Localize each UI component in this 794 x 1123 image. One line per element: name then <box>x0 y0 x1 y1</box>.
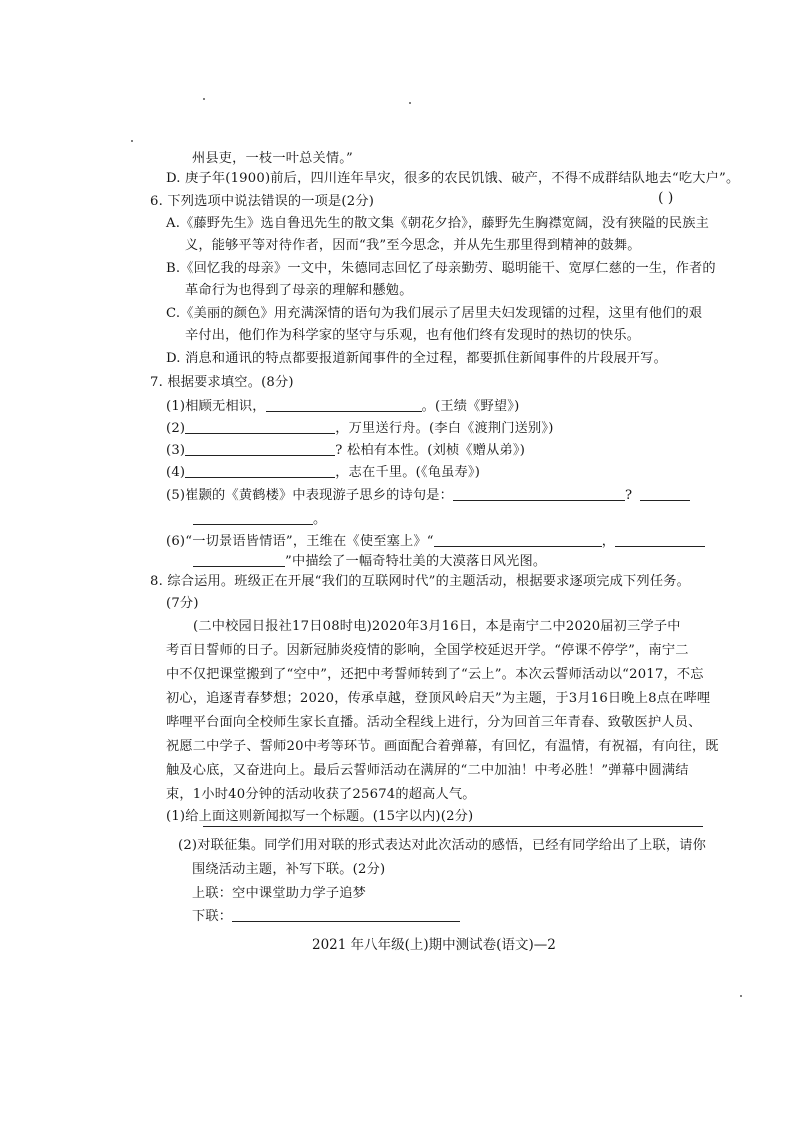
q6-option-b-line1: B.《回忆我的母亲》一文中，朱德同志回忆了母亲勤劳、聪明能干、宽厚仁慈的一生，作者的 <box>166 261 716 276</box>
blank-line[interactable] <box>266 397 422 412</box>
q7-item-3-suffix: ? 松柏有本性。(刘桢《赠从弟》) <box>335 443 526 458</box>
q7-item-4-prefix: (4) <box>166 465 186 480</box>
blank-line[interactable] <box>434 532 602 547</box>
q5-cont-line: 州县吏，一枝一叶总关情。” <box>192 151 353 166</box>
q7-item-5-cont <box>193 510 326 530</box>
blank-line[interactable] <box>640 486 690 501</box>
q7-item-3 <box>166 441 525 461</box>
q6-option-b-line2: 革命行为也得到了母亲的理解和懸勉。 <box>185 283 413 298</box>
news-paragraph-line: 哔哩平台面向全校师生家长直播。活动全程线上进行，分为回首三年青春、致敬医护人员、 <box>166 715 702 730</box>
q5-option-d: D. 庚子年(1900)前后，四川连年旱灾，很多的农民饥饿、破产，不得不成群结队地去“吃大户”。 <box>166 171 740 186</box>
lower-couplet-label: 下联： <box>192 909 233 924</box>
q7-item-4-suffix: ，志在千里。(《龟虽寿》) <box>335 465 481 480</box>
q7-item-4 <box>166 463 480 483</box>
news-paragraph-line: 祝愿二中学子、誓师20中考等环节。画面配合着弹幕，有回忆，有温情，有祝福，有向往，既 <box>166 739 719 754</box>
blank-line[interactable] <box>615 532 705 547</box>
blank-line[interactable] <box>185 419 335 434</box>
news-paragraph-line: (二中校园日报社17日08时电)2020年3月16日，本是南宁二中2020届初三学子中 <box>193 619 681 634</box>
q6-option-c-line1: C.《美丽的颜色》用充满深情的语句为我们展示了居里夫妇发现镭的过程，这里有他们的艰 <box>166 306 703 321</box>
q8-sub-1: (1)给上面这则新闻拟写一个标题。(15字以内)(2分) <box>166 809 474 824</box>
q7-item-2-prefix: (2) <box>166 421 186 436</box>
q7-item-5-prefix: (5)崔颢的《黄鹤楼》中表现游子思乡的诗句是： <box>166 488 454 503</box>
q7-item-6-cont <box>193 552 546 572</box>
answer-line[interactable] <box>203 826 703 827</box>
upper-couplet: 上联：空中课堂助力学子追梦 <box>192 886 367 901</box>
news-paragraph-line: 束，1小时40分钟的活动收获了25674的超高人气。 <box>166 787 476 802</box>
q7-item-5 <box>166 486 690 506</box>
scan-speck <box>203 98 205 100</box>
q7-item-3-prefix: (3) <box>166 443 186 458</box>
q8-sub-2-line1: (2)对联征集。同学们用对联的形式表达对此次活动的感悟，已经有同学给出了上联，请你 <box>178 838 707 853</box>
q7-stem: 7. 根据要求填空。(8分) <box>150 375 294 390</box>
news-paragraph-line: 考百日誓师的日子。因新冠肺炎疫情的影响，全国学校延迟开学。“停课不停学”，南宁二 <box>166 643 689 658</box>
q6-stem: 6. 下列选项中说法错误的一项是(2分) <box>150 194 375 209</box>
q6-option-a-line1: A.《藤野先生》选自鲁迅先生的散文集《朝花夕拾》，藤野先生胸襟宽阔，没有狭隘的民族主 <box>166 216 710 231</box>
q8-stem: 8. 综合运用。班级正在开展“我们的互联网时代”的主题活动，根据要求逐项完成下列任务。 <box>150 574 690 589</box>
q7-item-6 <box>166 532 705 552</box>
q8-score: (7分) <box>166 596 199 611</box>
q8-sub-2-line2: 围绕活动主题，补写下联。(2分) <box>192 862 386 877</box>
scan-speck <box>740 995 742 997</box>
scan-speck <box>409 102 411 104</box>
q6-option-c-line2: 辛付出，他们作为科学家的坚守与乐观，也有他们终有发现时的热切的快乐。 <box>185 328 641 343</box>
blank-line[interactable] <box>193 552 285 567</box>
blank-line[interactable] <box>185 441 335 456</box>
q7-item-6-prefix: (6)“一切景语皆情语”，王维在《使至塞上》“ <box>166 534 434 549</box>
q7-item-1-prefix: (1)相顾无相识， <box>166 399 266 414</box>
lower-couplet <box>192 907 460 927</box>
q7-item-1-suffix: 。(王绩《野望》) <box>421 399 520 414</box>
scan-speck <box>131 140 133 142</box>
blank-line[interactable] <box>453 486 625 501</box>
page-footer: 2021 年八年级(上)期中测试卷(语文)—2 <box>312 937 556 953</box>
blank-line[interactable] <box>193 510 313 525</box>
news-paragraph-line: 中不仅把课堂搬到了“空中”，还把中考誓师转到了“云上”。本次云誓师活动以“2017，不忘 <box>166 667 704 682</box>
blank-line[interactable] <box>185 463 335 478</box>
q6-option-d: D. 消息和通讯的特点都要报道新闻事件的全过程，都要抓住新闻事件的片段展开写。 <box>166 351 668 366</box>
q7-item-5-mid: ? <box>625 488 633 503</box>
q7-item-6-mid: ， <box>601 534 616 549</box>
q7-item-2 <box>166 419 554 439</box>
q6-answer-paren: ( ) <box>658 190 674 206</box>
q7-item-1 <box>166 397 519 417</box>
q7-item-2-suffix: ，万里送行舟。(李白《渡荆门送别》) <box>335 421 554 436</box>
q6-option-a-line2: 义，能够平等对待作者，因而“我”至今思念，并从先生那里得到精神的鼓舞。 <box>185 238 641 253</box>
q7-item-6-end: ”中描绘了一幅奇特壮美的大漠落日风光图。 <box>285 554 547 569</box>
news-paragraph-line: 初心，追逐青春梦想；2020，传承卓越，登顶风岭启天”为主题，于3月16日晚上8点在哔哩 <box>166 691 711 706</box>
news-paragraph-line: 触及心底，又奋进向上。最后云誓师活动在满屏的“二中加油！中考必胜！”弹幕中圆满结 <box>166 763 689 778</box>
q7-item-5-end: 。 <box>313 512 327 527</box>
blank-line[interactable] <box>232 907 460 922</box>
